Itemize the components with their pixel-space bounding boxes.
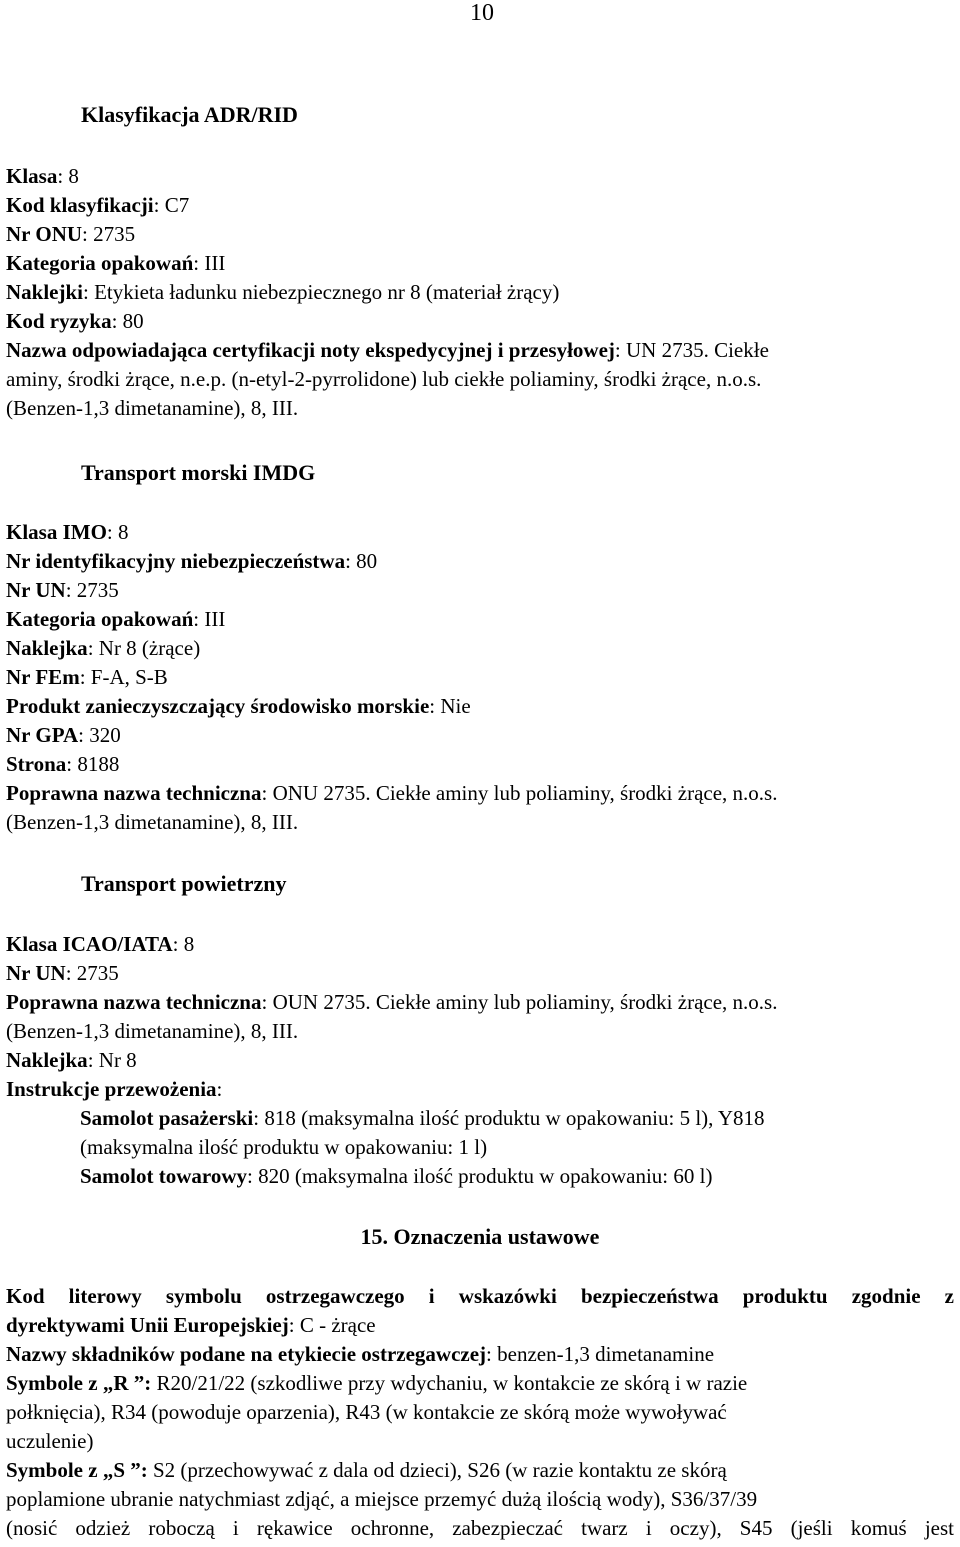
field-value: : 80 <box>345 549 378 573</box>
field-value: uczulenie) <box>6 1429 94 1453</box>
field-label: Naklejka <box>6 636 88 660</box>
field-label: Naklejki <box>6 280 84 304</box>
field-value: : Nr 8 <box>87 1048 137 1072</box>
field-label: Nr UN <box>6 961 66 985</box>
text-line <box>6 1017 954 1046</box>
field-label: Kategoria opakowań <box>6 251 194 275</box>
field-value: : Nr 8 (żrące) <box>87 636 201 660</box>
text-line <box>6 1369 954 1398</box>
field-value: : 8 <box>57 164 79 188</box>
field-value: : III <box>193 607 226 631</box>
field-label: Nr identyfikacyjny niebezpieczeństwa <box>6 549 346 573</box>
text-line <box>6 808 954 837</box>
field-value: S2 (przechowywać z dala od dzieci), S26 (w razie kontaktu ze skórą <box>147 1458 727 1482</box>
air-heading: Transport powietrzny <box>81 871 287 896</box>
text-line <box>6 191 954 220</box>
field-value: : 2735 <box>65 578 119 602</box>
text-line <box>6 249 954 278</box>
text-line <box>6 1427 954 1456</box>
text-line <box>6 988 954 1017</box>
text-line <box>6 1340 954 1369</box>
field-label: Nazwa odpowiadająca certyfikacji noty ekspedycyjnej i przesyłowej <box>6 338 615 362</box>
field-value: aminy, środki żrące, n.e.p. (n-etyl-2-pyrrolidone) lub ciekłe poliaminy, środki żrące, n.o.s. <box>6 367 762 391</box>
field-value: : C7 <box>153 193 190 217</box>
field-value: : OUN 2735. Ciekłe aminy lub poliaminy, środki żrące, n.o.s. <box>261 990 778 1014</box>
text-line <box>6 576 954 605</box>
field-value: R20/21/22 (szkodliwe przy wdychaniu, w kontakcie ze skórą i w razie <box>151 1371 748 1395</box>
air-section <box>6 930 954 1104</box>
field-value: : 8 <box>106 520 129 544</box>
text-line <box>6 365 954 394</box>
text-line <box>6 605 954 634</box>
field-value: : benzen-1,3 dimetanamine <box>486 1342 715 1366</box>
text-line <box>6 1398 954 1427</box>
field-label: Nr UN <box>6 578 66 602</box>
adr-section <box>6 162 954 423</box>
text-line <box>6 394 954 423</box>
field-value: : 320 <box>78 723 121 747</box>
text-line <box>6 162 954 191</box>
field-value: : ONU 2735. Ciekłe aminy lub poliaminy, środki żrące, n.o.s. <box>261 781 778 805</box>
text-line <box>6 1046 954 1075</box>
field-value: : III <box>193 251 226 275</box>
text-line <box>80 1133 954 1162</box>
field-value: : UN 2735. Ciekłe <box>614 338 769 362</box>
text-line <box>6 1485 954 1514</box>
field-value: : 818 (maksymalna ilość produktu w opakowaniu: 5 l), Y818 <box>253 1106 765 1130</box>
imdg-heading: Transport morski IMDG <box>81 460 316 485</box>
air-instructions <box>6 1104 954 1191</box>
text-line <box>6 1282 954 1311</box>
field-label: Instrukcje przewożenia <box>6 1077 217 1101</box>
text-line <box>6 1311 954 1340</box>
field-value: : <box>216 1077 223 1101</box>
field-value: : F-A, S-B <box>79 665 168 689</box>
text-line <box>6 278 954 307</box>
section15-body <box>6 1282 954 1543</box>
field-value: poplamione ubranie natychmiast zdjąć, a miejsce przemyć dużą ilością wody), S36/37/39 <box>6 1487 758 1511</box>
field-value: : 2735 <box>82 222 136 246</box>
text-line <box>6 750 954 779</box>
field-label: Naklejka <box>6 1048 88 1072</box>
text-line <box>6 692 954 721</box>
section15-heading: 15. Oznaczenia ustawowe <box>360 1224 600 1249</box>
text-line <box>6 930 954 959</box>
text-line <box>6 1075 954 1104</box>
field-label: Kod ryzyka <box>6 309 112 333</box>
field-value: : 820 (maksymalna ilość produktu w opakowaniu: 60 l) <box>247 1164 713 1188</box>
field-value: : C - żrące <box>288 1313 376 1337</box>
text-line <box>6 307 954 336</box>
field-label: Nazwy składników podane na etykiecie ostrzegawczej <box>6 1342 487 1366</box>
field-value: (Benzen-1,3 dimetanamine), 8, III. <box>6 396 299 420</box>
text-line <box>80 1104 954 1133</box>
field-label: Produkt zanieczyszczający środowisko morskie <box>6 694 430 718</box>
field-label: Kod literowy symbolu ostrzegawczego i wskazówki bezpieczeństwa produktu zgodnie z <box>6 1284 954 1308</box>
field-label: Nr FEm <box>6 665 80 689</box>
adr-heading: Klasyfikacja ADR/RID <box>81 102 298 127</box>
field-label: Nr GPA <box>6 723 79 747</box>
field-value: (Benzen-1,3 dimetanamine), 8, III. <box>6 1019 299 1043</box>
page-number: 10 <box>470 0 494 26</box>
field-label: Poprawna nazwa techniczna <box>6 781 262 805</box>
text-line <box>6 1514 954 1543</box>
text-line <box>6 663 954 692</box>
text-line <box>6 220 954 249</box>
field-value: (maksymalna ilość produktu w opakowaniu: 1 l) <box>80 1135 488 1159</box>
field-label: dyrektywami Unii Europejskiej <box>6 1313 289 1337</box>
text-line <box>6 518 954 547</box>
field-label: Symbole z „S ”: <box>6 1458 148 1482</box>
field-label: Kategoria opakowań <box>6 607 194 631</box>
field-value: : 2735 <box>65 961 119 985</box>
field-label: Nr ONU <box>6 222 83 246</box>
text-line <box>80 1162 954 1191</box>
text-line <box>6 1456 954 1485</box>
field-value: (Benzen-1,3 dimetanamine), 8, III. <box>6 810 299 834</box>
field-label: Klasa ICAO/IATA <box>6 932 173 956</box>
field-value: : 8 <box>172 932 195 956</box>
text-line <box>6 959 954 988</box>
field-value: : 8188 <box>66 752 120 776</box>
field-value: : Etykieta ładunku niebezpiecznego nr 8 (materiał żrący) <box>83 280 560 304</box>
text-line <box>6 779 954 808</box>
text-line <box>6 634 954 663</box>
imdg-section <box>6 518 954 837</box>
field-value: : Nie <box>429 694 471 718</box>
field-label: Symbole z „R ”: <box>6 1371 152 1395</box>
field-label: Poprawna nazwa techniczna <box>6 990 262 1014</box>
text-line <box>6 336 954 365</box>
field-label: Klasa <box>6 164 58 188</box>
text-line <box>6 721 954 750</box>
field-label: Strona <box>6 752 67 776</box>
field-value: : 80 <box>111 309 144 333</box>
field-value: połknięcia), R34 (powoduje oparzenia), R43 (w kontakcie ze skórą może wywoływać <box>6 1400 727 1424</box>
field-label: Kod klasyfikacji <box>6 193 154 217</box>
field-label: Samolot towarowy <box>80 1164 248 1188</box>
field-value: (nosić odzież roboczą i rękawice ochronne, zabezpieczać twarz i oczy), S45 (jeśli komuś jest <box>6 1516 954 1540</box>
text-line <box>6 547 954 576</box>
field-label: Klasa IMO <box>6 520 107 544</box>
field-label: Samolot pasażerski <box>80 1106 254 1130</box>
